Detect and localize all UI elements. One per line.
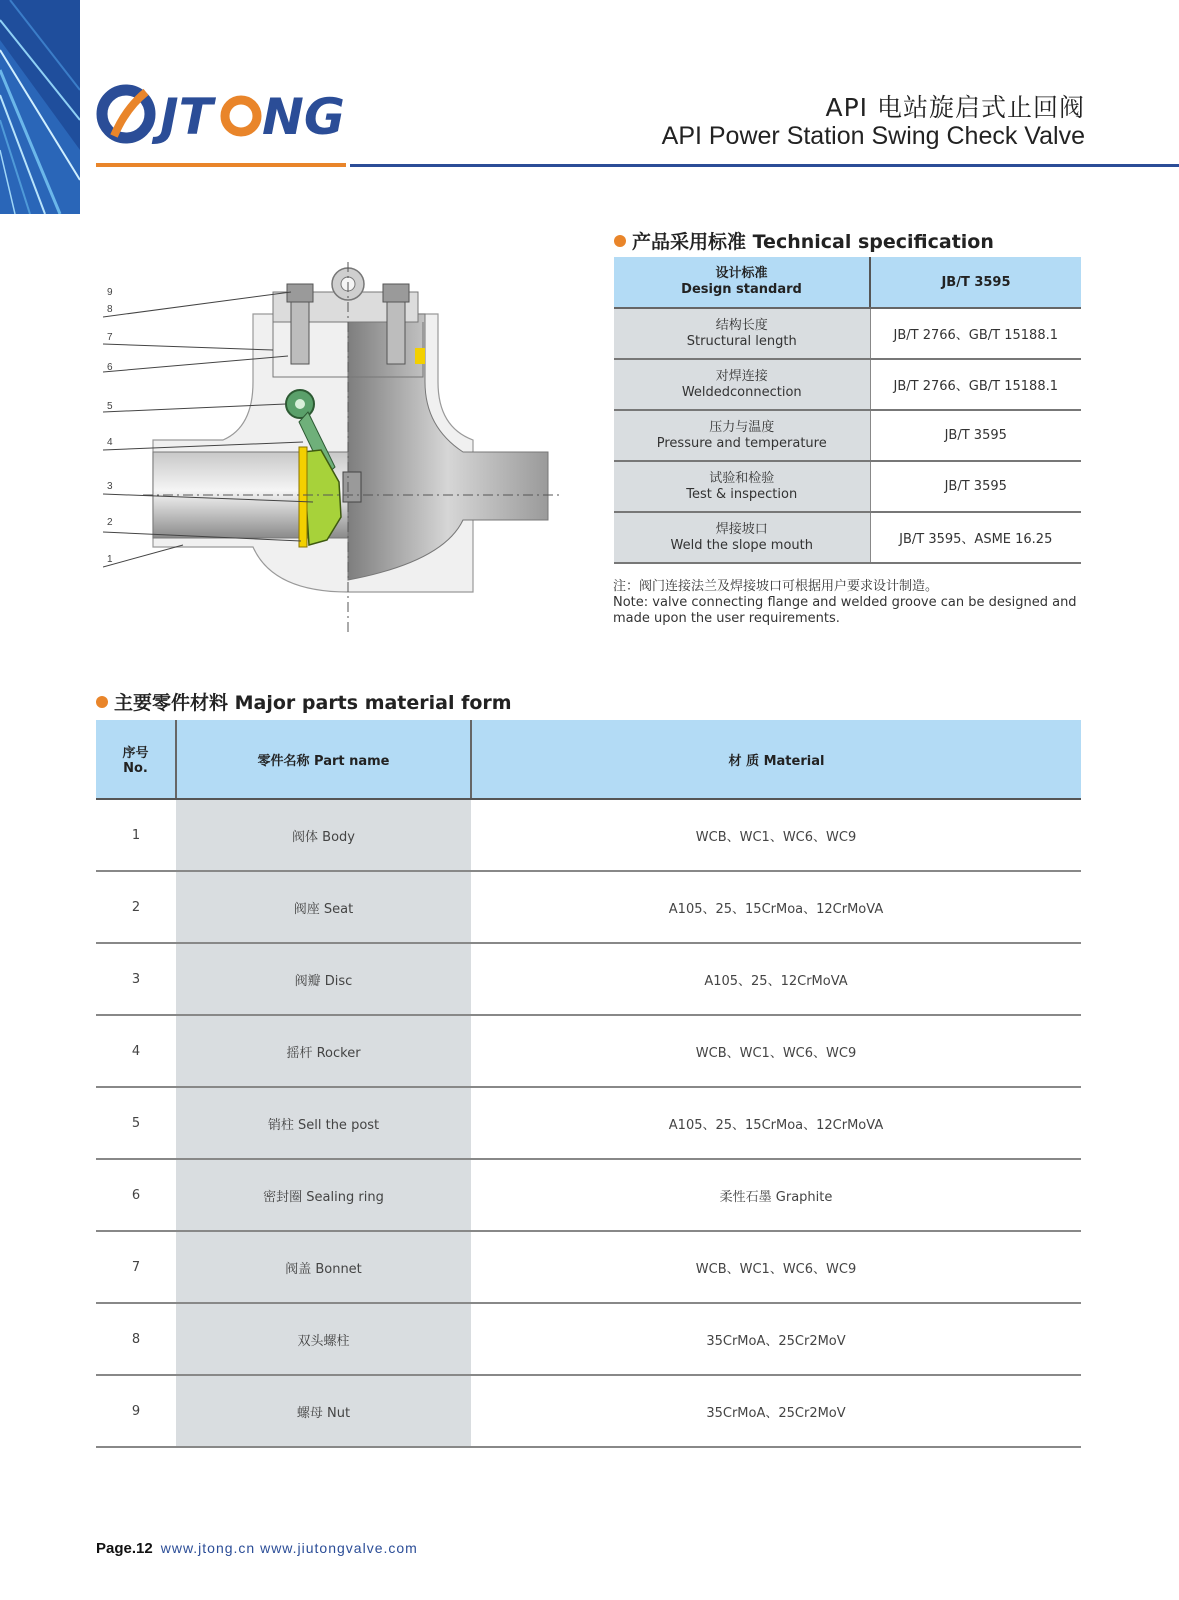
header-rule [350,164,1179,167]
col-no-en: No. [123,761,148,776]
col-header-material: 材 质 Material [471,720,1081,799]
note-cn: 注：阀门连接法兰及焊接坡口可根据用户要求设计制造。 [613,579,939,594]
spec-header-value: JB/T 3595 [870,257,1081,308]
spec-row [614,512,1081,563]
table-row [96,1231,1081,1303]
cell-no: 5 [96,1087,176,1159]
callout-number: 5 [107,401,113,412]
spec-key-cn: 结构长度 [715,317,768,333]
parts-header-row [96,720,1081,799]
spec-value: JB/T 3595、ASME 16.25 [870,512,1081,563]
table-row [96,1159,1081,1231]
cell-material: WCB、WC1、WC6、WC9 [471,1231,1081,1303]
cell-part-name: 摇杆 Rocker [176,1015,471,1087]
cell-material: 35CrMoA、25Cr2MoV [471,1375,1081,1447]
logo-underline [96,163,346,167]
cell-part-name: 螺母 Nut [176,1375,471,1447]
cell-material: WCB、WC1、WC6、WC9 [471,1015,1081,1087]
spec-value: JB/T 3595 [870,410,1081,461]
page-number: Page.12 [96,1540,153,1557]
cell-no: 3 [96,943,176,1015]
col-no-cn: 序号 [122,746,149,761]
corner-decoration [0,0,80,214]
spec-key-en: Weldedconnection [681,384,802,400]
spec-title-text: 产品采用标准 Technical specification [632,231,994,253]
spec-note [613,579,1093,627]
cell-no: 6 [96,1159,176,1231]
spec-key-en: Structural length [686,333,797,349]
spec-key-cn: 对焊连接 [715,368,768,384]
table-row [96,1087,1081,1159]
cell-part-name: 双头螺柱 [176,1303,471,1375]
spec-row [614,410,1081,461]
spec-key [614,359,870,410]
spec-key [614,410,870,461]
spec-section-title [614,227,994,254]
spec-row [614,461,1081,512]
table-row [96,871,1081,943]
cell-material: 35CrMoA、25Cr2MoV [471,1303,1081,1375]
cell-no: 7 [96,1231,176,1303]
col-header-part-name: 零件名称 Part name [176,720,471,799]
callout-number: 8 [107,304,113,315]
bullet-dot [614,235,626,247]
note-en: Note: valve connecting flange and welded groove can be designed and made upon the user requirements. [613,595,1077,626]
callout-number: 4 [107,437,113,448]
spec-key-en: Design standard [681,282,802,297]
table-row [96,1015,1081,1087]
spec-value: JB/T 2766、GB/T 15188.1 [870,359,1081,410]
spec-key-en: Test & inspection [686,486,798,502]
cell-no: 9 [96,1375,176,1447]
spec-value: JB/T 3595 [870,461,1081,512]
callout-number: 3 [107,481,113,492]
table-row [96,1375,1081,1447]
spec-table [614,257,1081,564]
table-row [96,943,1081,1015]
footer-urls: www.jtong.cn www.jiutongvalve.com [160,1540,418,1556]
col-header-no [96,720,176,799]
page-title-en: API Power Station Swing Check Valve [661,122,1085,150]
spec-key [614,308,870,359]
table-row [96,799,1081,871]
spec-key-cn: 压力与温度 [709,419,775,435]
page-title-cn: API 电站旋启式止回阀 [825,93,1085,122]
brand-logo [94,78,350,148]
svg-text:JT: JT [160,88,213,146]
parts-table [96,720,1081,1448]
cell-part-name: 阀盖 Bonnet [176,1231,471,1303]
spec-row [614,359,1081,410]
spec-key-cn: 焊接坡口 [715,521,768,537]
spec-header-key [614,257,870,308]
callout-number: 9 [107,287,113,298]
spec-key-cn: 设计标准 [715,266,768,281]
cell-part-name: 阀座 Seat [176,871,471,943]
valve-sectional-drawing [103,262,583,650]
parts-section-title [96,688,512,715]
cell-material: A105、25、12CrMoVA [471,943,1081,1015]
bullet-dot [96,696,108,708]
spec-key-en: Pressure and temperature [656,435,827,451]
cell-part-name: 密封圈 Sealing ring [176,1159,471,1231]
page-footer [96,1540,418,1557]
cell-no: 1 [96,799,176,871]
parts-title-text: 主要零件材料 Major parts material form [114,692,512,714]
spec-value: JB/T 2766、GB/T 15188.1 [870,308,1081,359]
cell-material: 柔性石墨 Graphite [471,1159,1081,1231]
spec-key [614,512,870,563]
callout-number: 7 [107,332,113,343]
spec-key [614,461,870,512]
cell-material: A105、25、15CrMoa、12CrMoVA [471,1087,1081,1159]
spec-row [614,308,1081,359]
svg-text:NG: NG [262,88,345,146]
callout-number: 6 [107,362,113,373]
table-row [96,1303,1081,1375]
callout-number: 2 [107,517,113,528]
cell-part-name: 销柱 Sell the post [176,1087,471,1159]
spec-key-cn: 试验和检验 [709,470,775,486]
spec-key-en: Weld the slope mouth [670,537,813,553]
callout-number: 1 [107,554,113,565]
cell-no: 2 [96,871,176,943]
cell-no: 8 [96,1303,176,1375]
cell-part-name: 阀瓣 Disc [176,943,471,1015]
spec-header-row [614,257,1081,308]
cell-no: 4 [96,1015,176,1087]
cell-material: WCB、WC1、WC6、WC9 [471,799,1081,871]
cell-material: A105、25、15CrMoa、12CrMoVA [471,871,1081,943]
cell-part-name: 阀体 Body [176,799,471,871]
